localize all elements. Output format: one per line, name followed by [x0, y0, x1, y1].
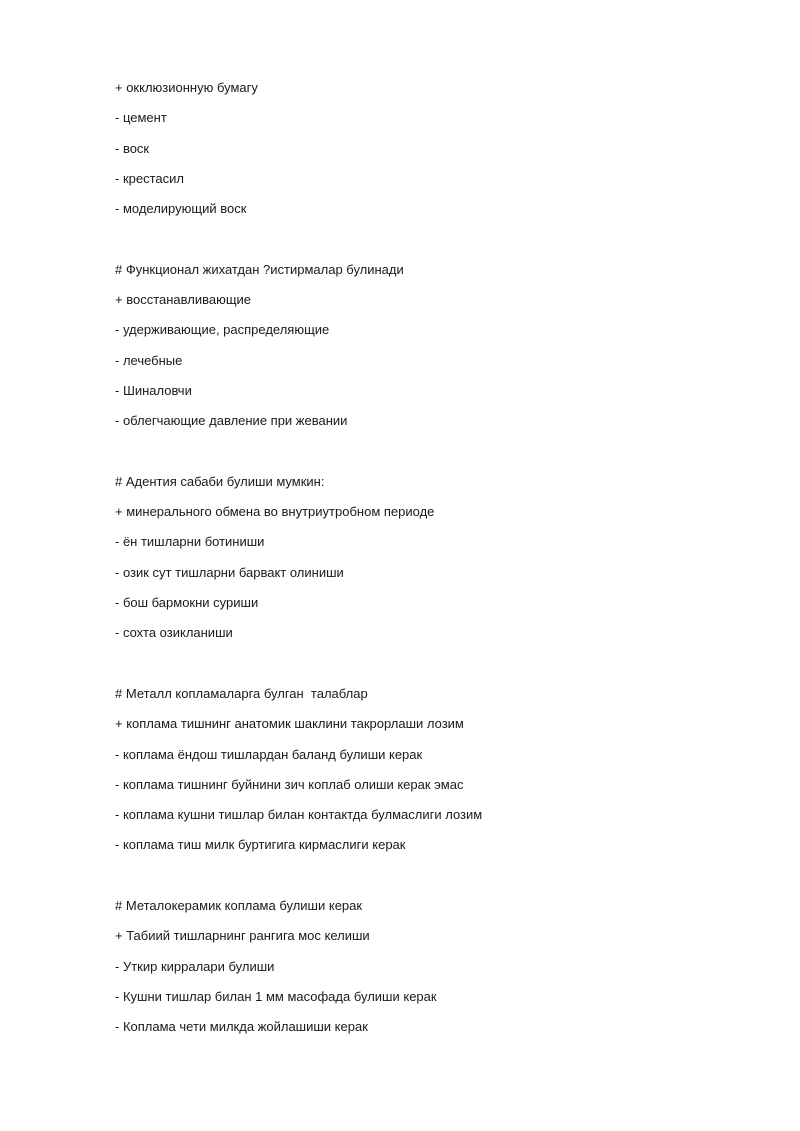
answer-correct: + окклюзионную бумагу: [115, 80, 258, 95]
question-block: [115, 255, 735, 437]
answer-correct: + коплама тишнинг анатомик шаклини такрорлаши лозим: [115, 716, 464, 732]
document-body: [115, 73, 735, 1043]
question-block: [115, 679, 735, 861]
answer-option: - коплама тишнинг буйнини зич коплаб олиши керак эмас: [115, 776, 464, 792]
answer-option: - крестасил: [115, 170, 184, 186]
answer-option: - лечебные: [115, 352, 183, 368]
question-text: # Адентия сабаби булиши мумкин:: [115, 473, 325, 489]
question-block: [115, 891, 735, 1042]
answer-option: - облегчающие давление при жевании: [115, 413, 348, 429]
question-text: # Функционал жихатдан ?истирмалар булинади: [115, 261, 404, 277]
answer-correct: + Табиий тишларнинг рангига мос келиши: [115, 928, 370, 944]
answer-option: - цемент: [115, 110, 167, 126]
answer-option: - Уткир кирралари булиши: [115, 958, 275, 974]
block-spacer: [115, 861, 735, 891]
answer-option: - коплама тиш милк буртигига кирмаслиги керак: [115, 837, 406, 853]
block-spacer: [115, 224, 735, 254]
answer-option: - Кушни тишлар билан 1 мм масофада булиши керак: [115, 988, 437, 1004]
answer-option: - воск: [115, 140, 150, 156]
answer-option: - озик сут тишларни барвакт олиниши: [115, 564, 344, 580]
answer-option: - Шиналовчи: [115, 382, 192, 398]
answer-option: - сохта озикланиши: [115, 625, 233, 641]
answer-block: [115, 73, 735, 224]
answer-option: - коплама ёндош тишлардан баланд булиши керак: [115, 746, 423, 762]
block-spacer: [115, 437, 735, 467]
answer-option: - коплама кушни тишлар билан контактда булмаслиги лозим: [115, 807, 483, 823]
question-text: # Металокерамик коплама булиши керак: [115, 898, 363, 914]
answer-option: - бош бармокни суриши: [115, 595, 259, 611]
answer-option: - Коплама чети милкда жойлашиши керак: [115, 1019, 368, 1035]
answer-option: - моделирующий воск: [115, 201, 247, 217]
answer-option: - ён тишларни ботиниши: [115, 534, 265, 550]
block-spacer: [115, 649, 735, 679]
answer-correct: + минерального обмена во внутриутробном периоде: [115, 504, 435, 520]
question-text: # Металл копламаларга булган талаблар: [115, 685, 368, 701]
answer-option: - удерживающие, распределяющие: [115, 322, 330, 338]
question-block: [115, 467, 735, 649]
answer-correct: + восстанавливающие: [115, 292, 252, 308]
